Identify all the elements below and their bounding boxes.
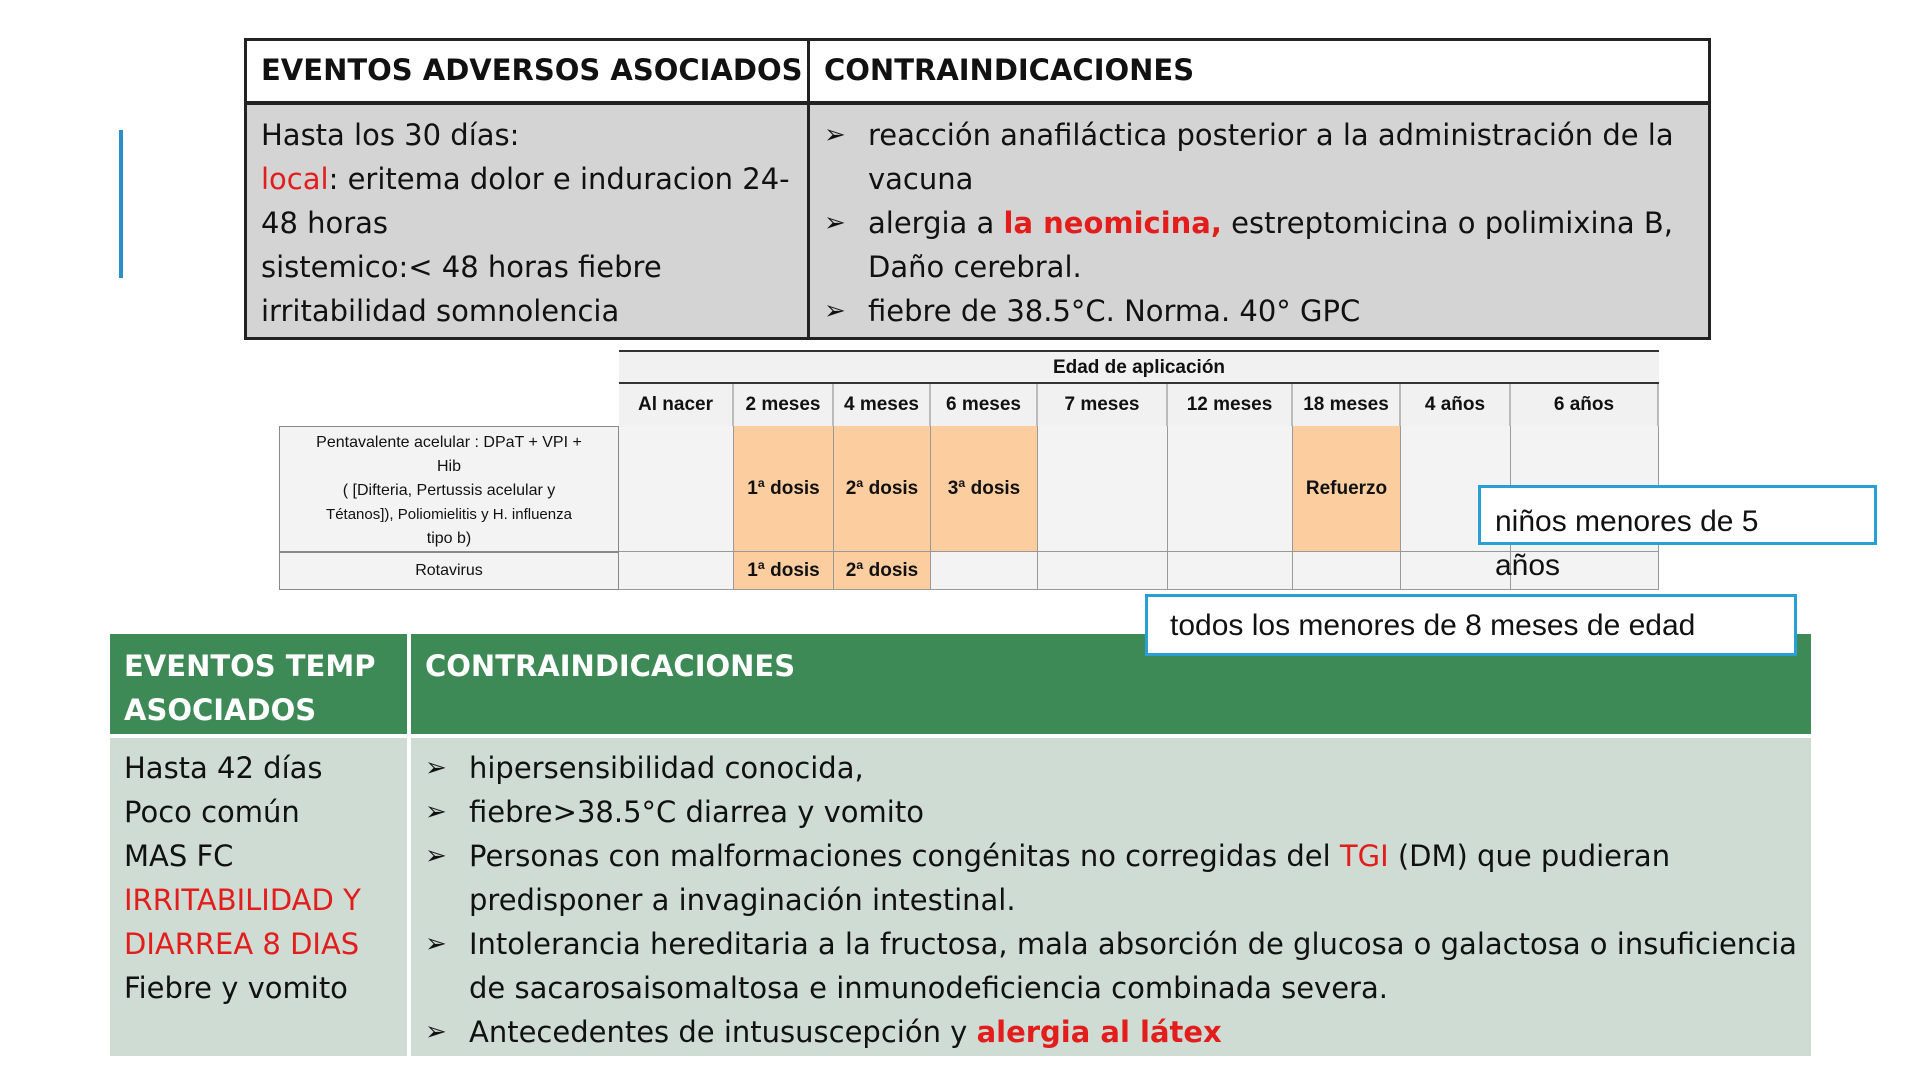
age-header: 6 años [1511, 384, 1659, 428]
table-header [247, 41, 1708, 105]
row-label-pentavalente [279, 426, 619, 552]
schedule-cell [931, 552, 1038, 590]
bullet-text-pre: Personas con malformaciones congénitas no corregidas del [469, 839, 1340, 873]
arrowhead-bullet-icon: ➢ [425, 841, 447, 871]
row-label-line: tipo b) [426, 530, 472, 547]
header-contraindications: CONTRAINDICACIONES [824, 53, 1195, 87]
bullet-text [469, 1010, 1801, 1054]
contraindications-cell [411, 738, 1811, 1056]
schedule-cell [1038, 426, 1168, 552]
header-adverse-events: EVENTOS ADVERSOS ASOCIADOS [247, 41, 810, 101]
age-header: 12 meses [1168, 384, 1293, 428]
temp-event-line: Poco común [124, 795, 300, 829]
schedule-title: Edad de aplicación [619, 350, 1659, 384]
schedule-cell [619, 552, 734, 590]
age-header: Al nacer [619, 384, 734, 428]
arrowhead-bullet-icon: ➢ [824, 296, 846, 326]
arrowhead-bullet-icon: ➢ [824, 208, 846, 238]
row-label-line: Hib [436, 458, 461, 475]
list-item [824, 289, 1698, 333]
schedule-cell [1168, 426, 1293, 552]
row-label-rotavirus: Rotavirus [279, 552, 619, 590]
list-item [425, 746, 1801, 790]
list-item [425, 1010, 1801, 1054]
age-header: 2 meses [734, 384, 834, 428]
temp-event-line: Fiebre y vomito [124, 971, 348, 1005]
adverse-local-text [261, 157, 797, 245]
bullet-text-post: estreptomicina o polimixina B, Daño cerebral. [868, 206, 1674, 284]
schedule-cell: 3ª dosis [931, 426, 1038, 552]
adverse-text: Hasta los 30 días: [261, 118, 520, 152]
adverse-events-table [244, 38, 1711, 340]
latex-highlight: alergia al látex [976, 1015, 1222, 1049]
row-label-line: Pentavalente acelular : DPaT + VPI + [316, 434, 582, 451]
schedule-cell [1293, 552, 1401, 590]
adverse-systemic-text: sistemico:< 48 horas fiebre irritabilidad somnolencia [261, 250, 662, 328]
temporary-events-table [110, 634, 1811, 1056]
vaccination-schedule [279, 350, 1659, 590]
row-label-line: Tétanos]), Poliomielitis y H. influenza [326, 506, 572, 523]
callout-ninos-menores [1478, 485, 1877, 582]
accent-line [119, 130, 123, 278]
list-item [824, 113, 1698, 201]
schedule-cell: 1ª dosis [734, 426, 834, 552]
row-label-line: ( [Difteria, Pertussis acelular y [342, 482, 556, 499]
age-header: 6 meses [931, 384, 1038, 428]
callout-text: niños menores de 5 años [1495, 505, 1759, 582]
temp-events-cell [110, 738, 411, 1056]
arrowhead-bullet-icon: ➢ [824, 120, 846, 150]
schedule-cell: 2ª dosis [834, 426, 931, 552]
tgi-highlight: TGI [1339, 839, 1389, 873]
age-header: 18 meses [1293, 384, 1401, 428]
table-body [247, 105, 1708, 337]
age-header: 4 meses [834, 384, 931, 428]
header-contraindications: CONTRAINDICACIONES [425, 649, 796, 683]
schedule-cell: 2ª dosis [834, 552, 931, 590]
list-item [425, 834, 1801, 922]
schedule-cell [619, 426, 734, 552]
temp-event-red-line: IRRITABILIDAD Y DIARREA 8 DIAS [124, 883, 361, 961]
arrowhead-bullet-icon: ➢ [425, 1017, 447, 1047]
local-label: local [261, 162, 329, 196]
bullet-text [469, 834, 1801, 922]
temp-event-line: Hasta 42 días [124, 751, 323, 785]
age-header: 4 años [1401, 384, 1511, 428]
bullet-text: hipersensibilidad conocida, [469, 751, 864, 785]
bullet-text: Intolerancia hereditaria a la fructosa, mala absorción de glucosa o galactosa o insuficiencia de sacarosaisomaltosa e inmunodeficiencia combinada severa. [469, 927, 1797, 1005]
arrowhead-bullet-icon: ➢ [425, 753, 447, 783]
temp-event-line: MAS FC [124, 839, 234, 873]
list-item [425, 790, 1801, 834]
list-item [824, 201, 1698, 289]
neomicina-highlight: la neomicina, [1003, 206, 1222, 240]
bullet-text: reacción anafiláctica posterior a la administración de la vacuna [868, 118, 1674, 196]
arrowhead-bullet-icon: ➢ [425, 929, 447, 959]
bullet-text-post: (DM) que pudieran predisponer a invaginación intestinal. [469, 839, 1671, 917]
age-header: 7 meses [1038, 384, 1168, 428]
local-rest: : eritema dolor e induracion 24-48 horas [261, 162, 790, 240]
contraindications-cell [810, 105, 1708, 337]
adverse-events-cell [247, 105, 810, 337]
bullet-text-pre: alergia a [868, 206, 1004, 240]
age-header-row [619, 382, 1659, 431]
bullet-text: fiebre>38.5°C diarrea y vomito [469, 795, 924, 829]
schedule-cell: Refuerzo [1293, 426, 1401, 552]
schedule-cell: 1ª dosis [734, 552, 834, 590]
bullet-text: fiebre de 38.5°C. Norma. 40° GPC [868, 294, 1361, 328]
list-item [425, 922, 1801, 1010]
arrowhead-bullet-icon: ➢ [425, 797, 447, 827]
callout-todos-menores: todos los menores de 8 meses de edad [1145, 594, 1797, 656]
header-temp-events: EVENTOS TEMP ASOCIADOS [110, 634, 411, 734]
schedule-cell [1038, 552, 1168, 590]
bullet-text [868, 201, 1698, 289]
bullet-text-pre: Antecedentes de intususcepción y [469, 1015, 977, 1049]
schedule-cell [1168, 552, 1293, 590]
table-body [110, 738, 1811, 1056]
